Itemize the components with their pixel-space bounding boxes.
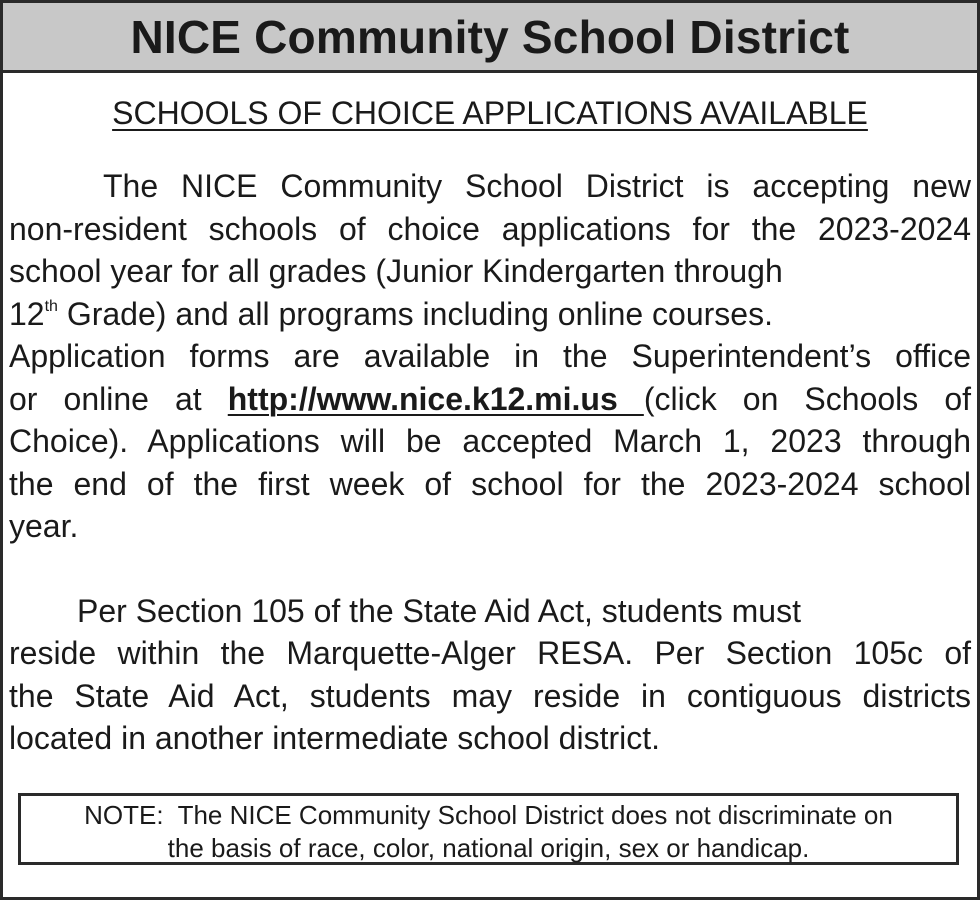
para1-line4-text: Grade) and all programs including online courses. [57, 295, 773, 332]
para1-line6-suffix: (click on Schools of [643, 380, 972, 417]
para1-line8: the end of the first week of school for the 2023-2024 school [9, 465, 971, 502]
para2-line2: reside within the Marquette-Alger RESA. Per Section 105c of [9, 635, 971, 671]
header-banner [3, 3, 977, 73]
para1-line9: year. [9, 508, 79, 544]
para1-line5: Application forms are available in the Superintendent’s office [9, 338, 971, 374]
paragraph-application [3, 165, 977, 548]
non-discrimination-note [18, 793, 959, 865]
grade-number: 12 [9, 295, 45, 332]
para1-line4 [9, 293, 971, 336]
para1-line1-text: The NICE Community School District is accepting new [103, 168, 971, 204]
note-line1: NOTE: The NICE Community School District does not discriminate on [84, 800, 893, 830]
subtitle-text: SCHOOLS OF CHOICE APPLICATIONS AVAILABLE [112, 95, 868, 131]
para1-line3: school year for all grades (Junior Kindergarten through [9, 253, 783, 289]
para2-line3: the State Aid Act, students may reside in contiguous districts [9, 677, 971, 714]
para1-line1 [9, 165, 971, 208]
ordinal-suffix: th [44, 297, 58, 315]
para1-line7: Choice). Applications will be accepted March 1, 2023 through [9, 423, 971, 459]
paragraph-residency [3, 590, 977, 760]
page-title: NICE Community School District [130, 10, 850, 63]
para2-line4: located in another intermediate school district. [9, 720, 661, 756]
note-line2: the basis of race, color, national origin, sex or handicap. [167, 833, 810, 863]
para2-line1-text: Per Section 105 of the State Aid Act, students must [77, 592, 801, 629]
para1-line6 [9, 378, 971, 421]
para1-line2: non-resident schools of choice applications for the 2023-2024 [9, 210, 971, 247]
para2-line1 [9, 590, 971, 633]
subtitle [3, 93, 977, 133]
para1-line6-prefix: or online at [9, 380, 228, 417]
district-website-link[interactable]: http://www.nice.k12.mi.us [227, 380, 644, 417]
